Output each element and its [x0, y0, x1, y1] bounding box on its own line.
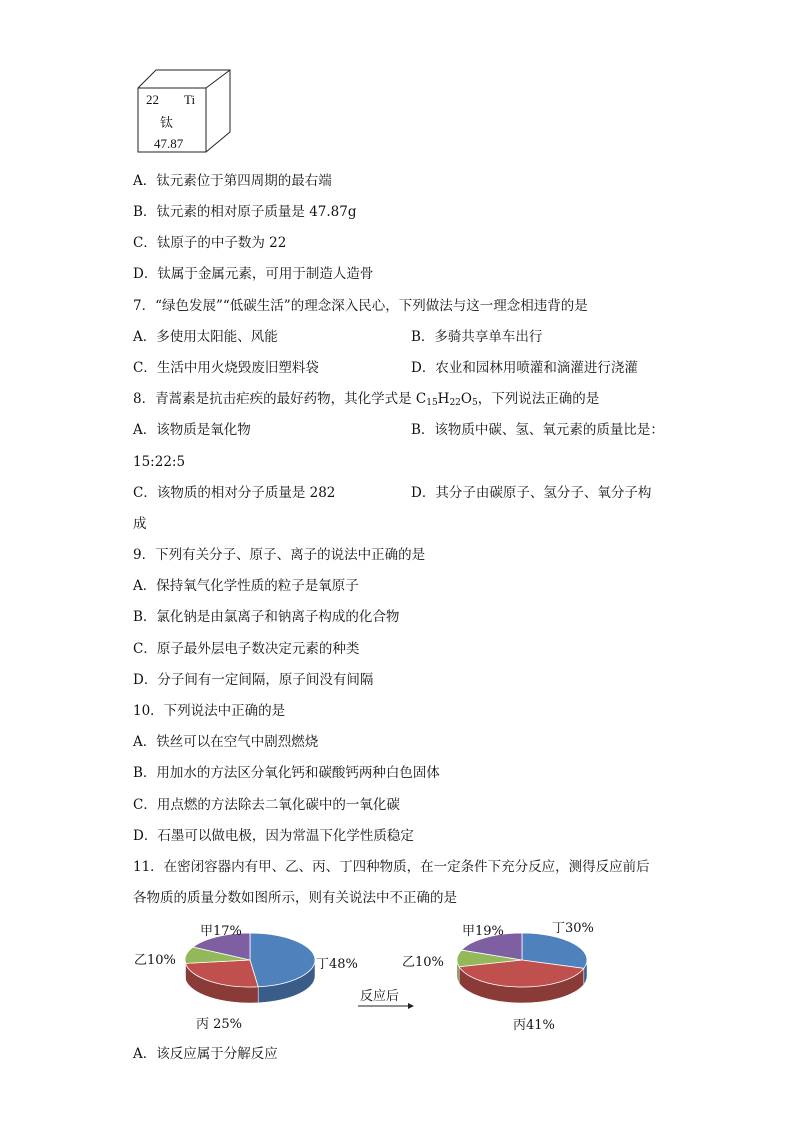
q7-option-c: C．生活中用火烧毁废旧塑料袋 [133, 360, 319, 376]
q9-option-a: A．保持氧气化学性质的粒子是氧原子 [133, 578, 359, 594]
q8-h: H [437, 391, 450, 407]
element-cube-drawing [132, 62, 242, 162]
pie1-label-jia: 甲17% [200, 924, 242, 939]
q8-sub-c: 15 [426, 398, 438, 408]
q7-option-a: A．多使用太阳能、风能 [133, 329, 278, 345]
q8-option-c: C．该物质的相对分子质量是 282 [133, 485, 336, 501]
q9-option-c: C．原子最外层电子数决定元素的种类 [133, 641, 360, 657]
q10-option-d: D．石墨可以做电极，因为常温下化学性质稳定 [133, 828, 414, 844]
q10-option-a: A．铁丝可以在空气中剧烈燃烧 [133, 734, 319, 750]
q8-option-b-cont: 15:22:5 [133, 454, 186, 470]
q8-stem-pre: 8．青蒿素是抗击疟疾的最好药物，其化学式是 C [133, 391, 427, 407]
q6-option-a: A．钛元素位于第四周期的最右端 [133, 173, 332, 189]
q8-option-d-cont: 成 [133, 516, 147, 532]
q10-stem: 10．下列说法中正确的是 [133, 703, 286, 719]
q10-option-b: B．用加水的方法区分氧化钙和碳酸钙两种白色固体 [133, 765, 440, 781]
q6-option-c: C．钛原子的中子数为 22 [133, 235, 287, 251]
q7-option-d: D．农业和园林用喷灌和滴灌进行浇灌 [411, 360, 638, 376]
q8-o: O [460, 391, 472, 407]
q10-option-c: C．用点燃的方法除去二氧化碳中的一氧化碳 [133, 797, 400, 813]
q8-stem-post: ，下列说法正确的是 [477, 391, 600, 407]
q7-stem: 7．“绿色发展”“低碳生活”的理念深入民心，下列做法与这一理念相违背的是 [133, 298, 588, 314]
atomic-number: 22 [146, 92, 159, 107]
q8-sub-o: 5 [471, 398, 478, 408]
reaction-after-label: 反应后 [360, 989, 400, 1004]
reaction-arrow-icon [356, 1000, 416, 1012]
q11-stem-line1: 11．在密闭容器内有甲、乙、丙、丁四种物质，在一定条件下充分反应，测得反应前后 [133, 859, 650, 875]
q11-option-a: A．该反应属于分解反应 [133, 1046, 278, 1062]
pie2-label-jia: 甲19% [462, 924, 504, 939]
q8-stem [133, 390, 599, 412]
pie1-label-ding: 丁48% [316, 957, 358, 972]
q8-option-b: B．该物质中碳、氢、氧元素的质量比是： [411, 422, 664, 438]
pie2-label-bing: 丙41% [513, 1018, 555, 1033]
atomic-mass: 47.87 [154, 136, 184, 151]
pie2-label-ding: 丁30% [552, 921, 594, 936]
q6-option-b: B．钛元素的相对原子质量是 47.87g [133, 204, 357, 220]
element-name: 钛 [160, 115, 174, 130]
q8-sub-h: 22 [449, 398, 461, 408]
q8-option-a: A．该物质是氧化物 [133, 422, 251, 438]
q9-stem: 9．下列有关分子、原子、离子的说法中正确的是 [133, 547, 426, 563]
q7-option-b: B．多骑共享单车出行 [411, 329, 543, 345]
q6-option-d: D．钛属于金属元素，可用于制造人造骨 [133, 266, 374, 282]
q8-option-d: D．其分子由碳原子、氢分子、氧分子构 [411, 485, 652, 501]
pie1-label-bing: 丙 25% [196, 1017, 243, 1032]
q9-option-b: B．氯化钠是由氯离子和钠离子构成的化合物 [133, 609, 400, 625]
q11-stem-line2: 各物质的质量分数如图所示，则有关说法中不正确的是 [133, 890, 457, 906]
element-symbol: Ti [184, 92, 196, 107]
pie1-label-yi: 乙10% [134, 953, 176, 968]
element-card [132, 62, 242, 162]
pie2-label-yi: 乙10% [402, 955, 444, 970]
q9-option-d: D．分子间有一定间隔，原子间没有间隔 [133, 672, 374, 688]
